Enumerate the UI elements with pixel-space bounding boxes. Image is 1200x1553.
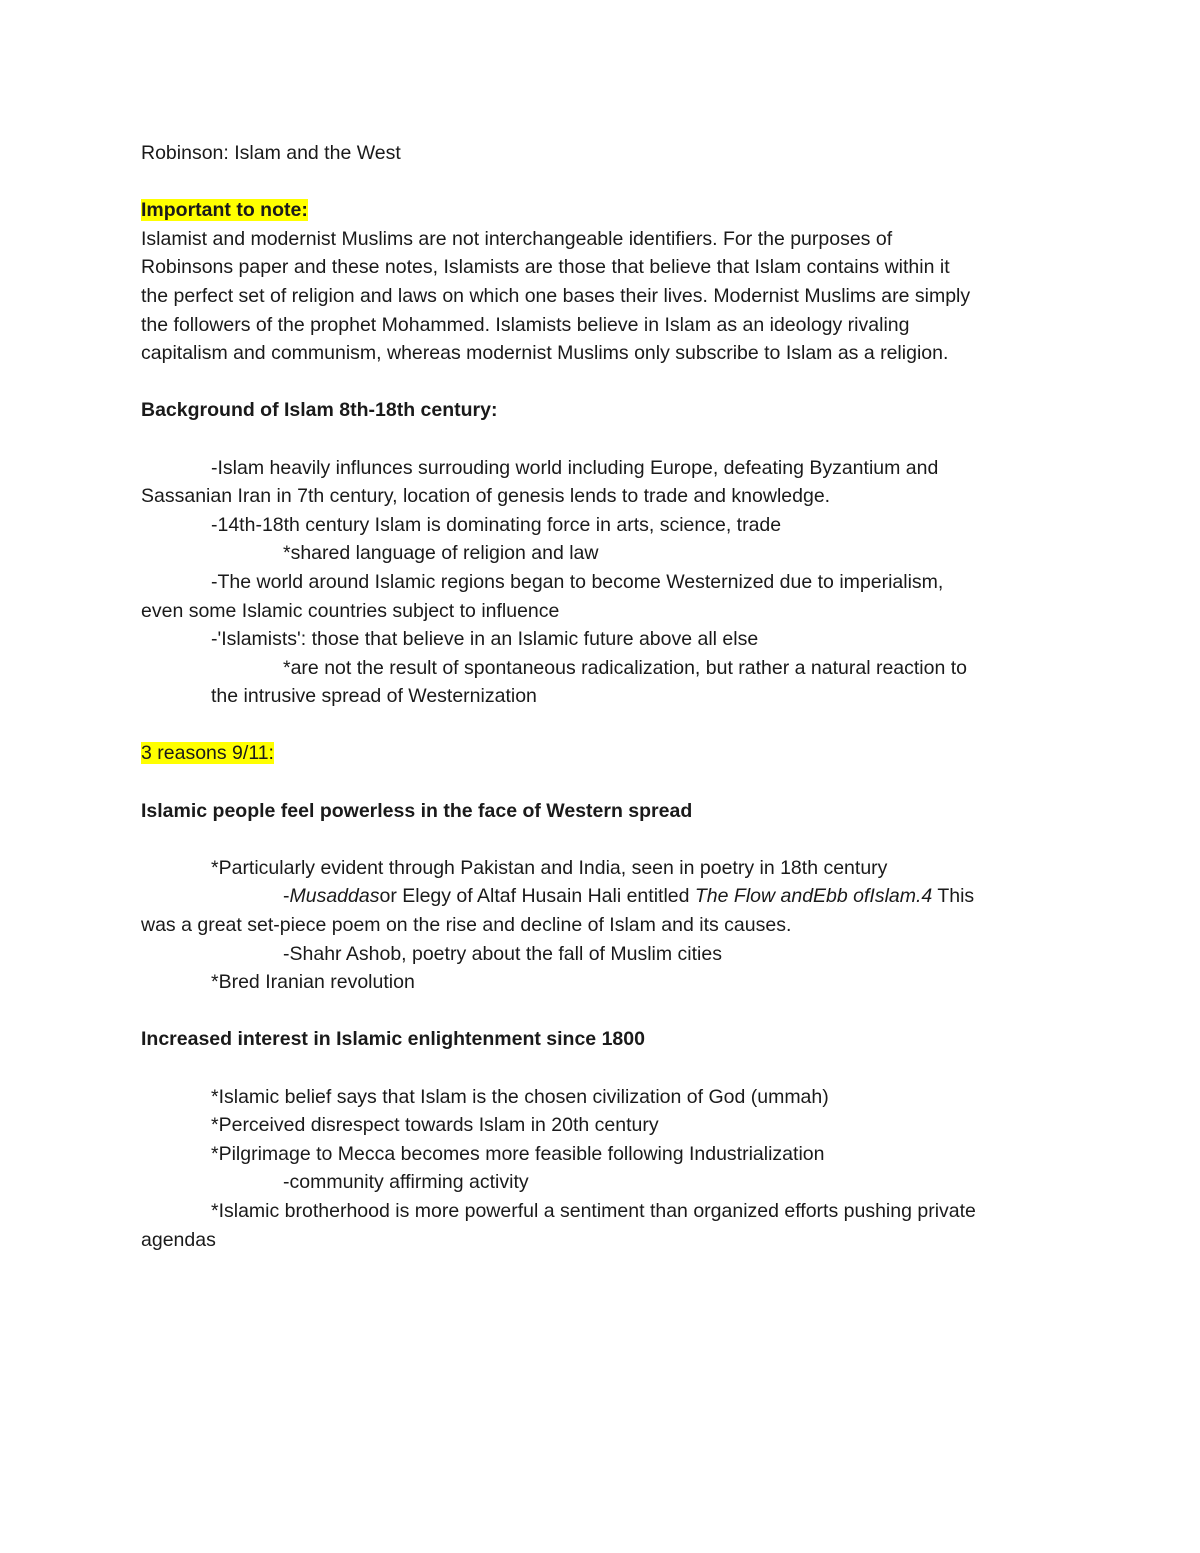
note-line: Islamist and modernist Muslims are not interchangeable identifiers. For the purposes of: [141, 227, 893, 250]
note-line: Robinsons paper and these notes, Islamists are those that believe that Islam contains within it: [141, 256, 950, 279]
spacer: [141, 425, 1071, 454]
background-sub-bullet: *are not the result of spontaneous radicalization, but rather a natural reaction to: [283, 656, 968, 679]
background-sub-bullet-continued: the intrusive spread of Westernization: [211, 685, 537, 708]
document-title: Robinson: Islam and the West: [141, 142, 401, 164]
note-heading-line: [141, 196, 1071, 225]
section1-heading: Islamic people feel powerless in the face of Western spread: [141, 799, 693, 822]
document-body: [141, 139, 1071, 1254]
section2-heading: Increased interest in Islamic enlightenment since 1800: [141, 1028, 645, 1051]
spacer: [141, 1054, 1071, 1083]
section2-bullet-continued: agendas: [141, 1228, 216, 1251]
spacer: [141, 168, 1071, 197]
section1-sub-bullet: -Shahr Ashob, poetry about the fall of Muslim cities: [283, 942, 722, 965]
section2-bullet: *Islamic belief says that Islam is the chosen civilization of God (ummah): [211, 1085, 829, 1108]
background-heading: Background of Islam 8th-18th century:: [141, 399, 498, 422]
sub-bullet-text: This: [932, 885, 975, 908]
section2-sub-bullet: -community affirming activity: [283, 1171, 529, 1194]
section2-bullet: *Islamic brotherhood is more powerful a sentiment than organized efforts pushing private: [211, 1199, 976, 1222]
background-bullet: -'Islamists': those that believe in an Islamic future above all else: [211, 628, 759, 651]
background-bullet: -14th-18th century Islam is dominating force in arts, science, trade: [211, 513, 782, 536]
background-sub-bullet: *shared language of religion and law: [283, 542, 599, 565]
background-bullet-continued: even some Islamic countries subject to influence: [141, 599, 560, 622]
section2-bullet: *Perceived disrespect towards Islam in 20th century: [211, 1114, 659, 1137]
spacer: [141, 711, 1071, 740]
sub-bullet-text: or Elegy of Altaf Husain Hali entitled: [379, 885, 695, 908]
note-line: the followers of the prophet Mohammed. Islamists believe in Islam as an ideology rivaling: [141, 313, 910, 336]
poem-title-musaddas: Musaddas: [289, 885, 380, 908]
spacer: [141, 368, 1071, 397]
note-line: the perfect set of religion and laws on which one bases their lives. Modernist Muslims are simply: [141, 284, 971, 307]
note-line: capitalism and communism, whereas modernist Muslims only subscribe to Islam as a religion.: [141, 342, 949, 365]
section2-bullet: *Pilgrimage to Mecca becomes more feasible following Industrialization: [211, 1142, 825, 1165]
section1-sub-bullet-continued: was a great set-piece poem on the rise and decline of Islam and its causes.: [141, 914, 792, 937]
section1-bullet: *Particularly evident through Pakistan and India, seen in poetry in 18th century: [211, 856, 888, 879]
reasons-heading-line: [141, 739, 1071, 768]
background-bullet: -The world around Islamic regions began to become Westernized due to imperialism,: [211, 570, 944, 593]
dash: -: [283, 885, 290, 908]
spacer: [141, 768, 1071, 797]
note-heading: Important to note:: [141, 199, 308, 222]
section1-bullet: *Bred Iranian revolution: [211, 971, 415, 994]
background-bullet-continued: Sassanian Iran in 7th century, location of genesis lends to trade and knowledge.: [141, 485, 831, 508]
spacer: [141, 997, 1071, 1026]
reasons-heading: 3 reasons 9/11:: [141, 742, 274, 765]
poem-title-flow-ebb: The Flow andEbb ofIslam.4: [694, 885, 933, 908]
spacer: [141, 825, 1071, 854]
background-bullet: -Islam heavily influnces surrouding world including Europe, defeating Byzantium and: [211, 456, 939, 479]
section1-sub-bullet: [141, 882, 1071, 911]
